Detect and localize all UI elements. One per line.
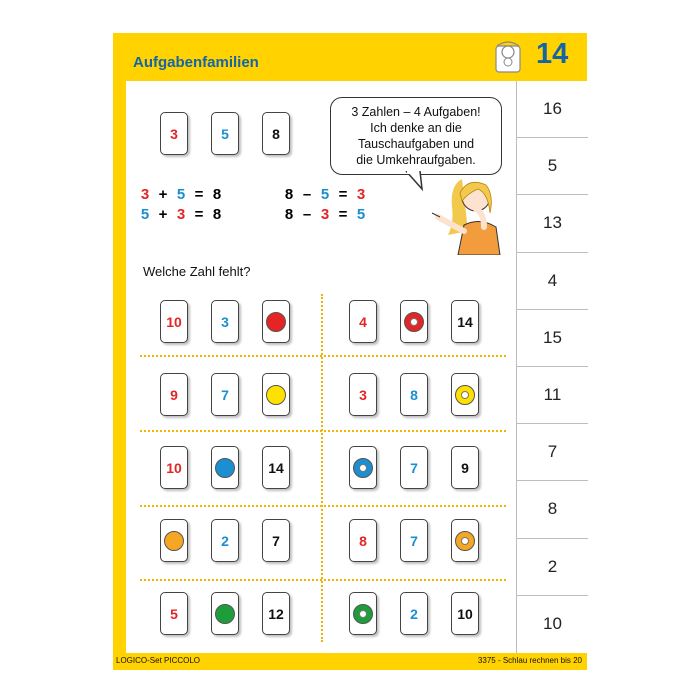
tile-number: 8 [272,125,280,142]
row-divider [140,579,506,581]
exercise-tile [211,373,239,416]
exercise-tile [262,373,290,416]
row-divider [140,355,506,357]
tile-number: 4 [359,313,367,330]
answer-cell: 10 [543,614,562,634]
equation-addition [136,186,226,203]
tile-number: 9 [461,459,469,476]
equation-subtraction [280,206,370,223]
eq-equals: = [194,206,204,223]
speech-line: 3 Zahlen – 4 Aufgaben! [351,104,481,119]
tile-number: 10 [166,313,182,330]
tile-number: 2 [221,532,229,549]
exercise-tile [160,592,188,635]
blue-ring-marker [353,458,373,478]
exercise-tile [262,592,290,635]
equation-addition [136,206,226,223]
exercise-tile [451,300,479,343]
exercise-tile [400,446,428,489]
exercise-tile [211,446,239,489]
exercise-tile [349,592,377,635]
tile-number: 7 [272,532,280,549]
speech-line: Ich denke an die [370,120,462,135]
eq-result: 3 [356,186,366,203]
answer-cell: 2 [517,539,588,596]
exercise-tile [262,446,290,489]
tile-number: 12 [268,605,284,622]
yellow-circle-marker [266,385,286,405]
eq-term: 3 [176,206,186,223]
tile-number: 2 [410,605,418,622]
green-ring-marker [353,604,373,624]
eq-result: 8 [212,206,222,223]
answer-cell: 7 [517,424,588,481]
answer-cell: 4 [517,253,588,310]
eq-term: 5 [140,206,150,223]
exercise-tile [262,519,290,562]
page-title: Aufgabenfamilien [133,54,259,71]
eq-operator: + [158,206,168,223]
tile-number: 8 [410,386,418,403]
exercise-tile [211,592,239,635]
tile-number: 14 [457,313,473,330]
column-divider [321,294,323,642]
exercise-tile [400,519,428,562]
exercise-tile [451,519,479,562]
sheep-icon [490,36,526,74]
tile-number: 3 [170,125,178,142]
speech-line: Tauschaufgaben und [357,137,475,151]
page-number: 14 [536,38,569,70]
exercise-tile [349,300,377,343]
red-circle-marker [266,312,286,332]
exercise-tile [451,446,479,489]
tile-number: 3 [221,313,229,330]
eq-term: 3 [140,186,150,203]
exercise-tile [349,373,377,416]
eq-term: 5 [176,186,186,203]
exercise-tile [160,446,188,489]
eq-term: 5 [320,186,330,203]
exercise-tile [160,373,188,416]
eq-equals: = [338,186,348,203]
answer-cell: 11 [517,367,588,424]
tile-number: 5 [170,605,178,622]
tile-number: 9 [170,386,178,403]
speech-bubble [330,97,502,175]
question-text: Welche Zahl fehlt? [143,264,251,279]
eq-result: 5 [356,206,366,223]
exercise-tile [349,519,377,562]
example-tile [211,112,239,155]
eq-operator: + [158,186,168,203]
row-divider [140,505,506,507]
yellow-ring-marker [455,385,475,405]
exercise-tile [160,300,188,343]
exercise-tile [349,446,377,489]
row-divider [140,430,506,432]
equation-subtraction [280,186,370,203]
tile-number: 3 [359,386,367,403]
tile-number: 7 [410,459,418,476]
tile-number: 5 [221,125,229,142]
orange-ring-marker [455,531,475,551]
orange-circle-marker [164,531,184,551]
tile-number: 10 [457,605,473,622]
eq-equals: = [338,206,348,223]
tile-number: 7 [221,386,229,403]
answer-cell: 8 [517,481,588,538]
speech-line: die Umkehraufgaben. [356,153,476,168]
eq-term: 3 [320,206,330,223]
answer-cell: 16 [517,81,588,138]
exercise-tile [400,592,428,635]
eq-result: 8 [212,186,222,203]
tile-number: 10 [166,459,182,476]
answer-cell: 5 [517,138,588,195]
footer-left: LOGICO-Set PICCOLO [116,656,201,665]
tile-number: 14 [268,459,284,476]
exercise-tile [451,373,479,416]
girl-illustration [424,173,510,255]
answer-column [516,81,588,653]
tile-number: 7 [410,532,418,549]
example-tile [262,112,290,155]
eq-term: 8 [284,206,294,223]
exercise-tile [211,300,239,343]
exercise-tile [262,300,290,343]
footer-right: 3375 - Schlau rechnen bis 20 [477,656,582,665]
answer-cell: 13 [517,195,588,252]
green-circle-marker [215,604,235,624]
exercise-tile [400,300,428,343]
eq-equals: = [194,186,204,203]
exercise-tile [451,592,479,635]
answer-cell: 15 [517,310,588,367]
eq-operator: – [302,206,312,223]
tile-number: 8 [359,532,367,549]
eq-term: 8 [284,186,294,203]
exercise-tile [160,519,188,562]
eq-operator: – [302,186,312,203]
blue-circle-marker [215,458,235,478]
red-ring-marker [404,312,424,332]
exercise-tile [400,373,428,416]
exercise-tile [211,519,239,562]
example-tile [160,112,188,155]
